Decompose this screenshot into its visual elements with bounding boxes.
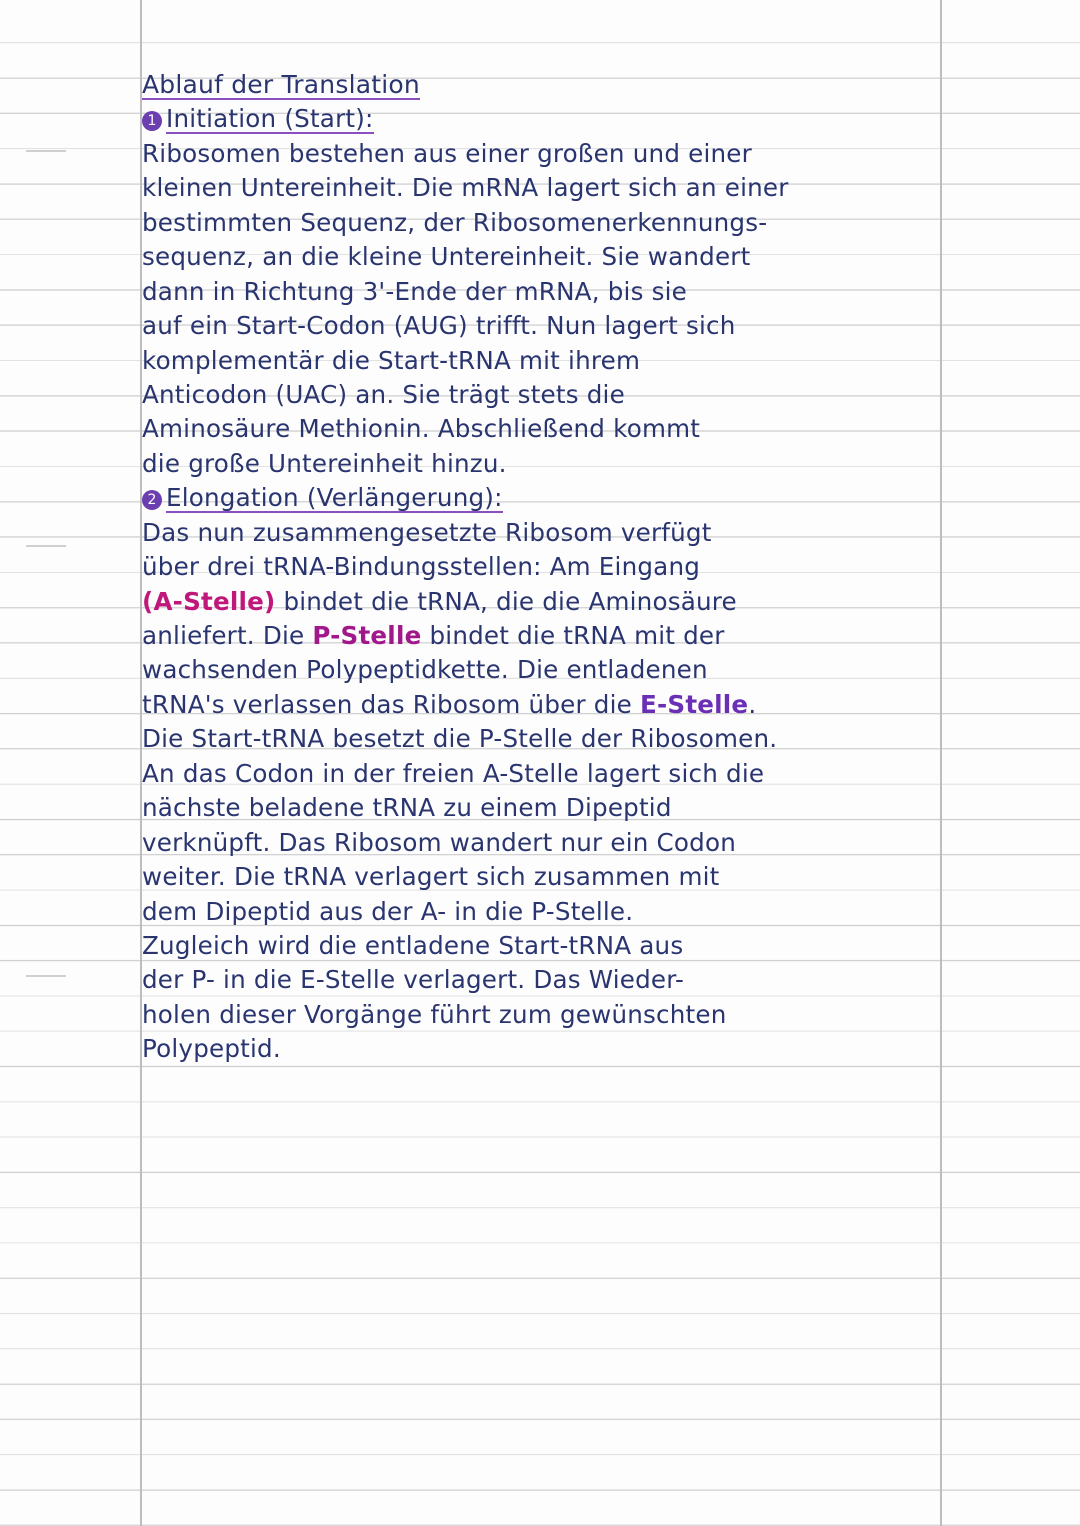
text-line: auf ein Start-Codon (AUG) trifft. Nun lagert sich xyxy=(142,311,736,341)
text-line: die große Untereinheit hinzu. xyxy=(142,448,507,478)
section-number-badge: 1 xyxy=(142,111,162,131)
text-line: der P- in die E-Stelle verlagert. Das Wieder- xyxy=(142,965,685,995)
section-heading: Elongation (Verlängerung): xyxy=(166,483,503,513)
text-line xyxy=(142,619,942,653)
text-line: kleinen Untereinheit. Die mRNA lagert sich an einer xyxy=(142,173,789,203)
text-line: verknüpft. Das Ribosom wandert nur ein Codon xyxy=(142,827,737,857)
text-fragment: bindet die tRNA, die die Aminosäure xyxy=(275,586,737,616)
highlight-e-stelle: E-Stelle xyxy=(640,689,749,719)
title-line xyxy=(142,68,942,102)
text-line: Zugleich wird die entladene Start-tRNA aus xyxy=(142,930,684,960)
text-line xyxy=(142,688,942,722)
section-heading-elongation xyxy=(142,481,942,515)
text-line: Aminosäure Methionin. Abschließend kommt xyxy=(142,414,701,444)
text-line: Anticodon (UAC) an. Sie trägt stets die xyxy=(142,379,625,409)
text-fragment: bindet die tRNA mit der xyxy=(421,621,725,650)
punch-mark xyxy=(26,975,66,977)
text-line: dem Dipeptid aus der A- in die P-Stelle. xyxy=(142,896,634,926)
text-line: Die Start-tRNA besetzt die P-Stelle der Ribosomen. xyxy=(142,724,778,754)
text-line: nächste beladene tRNA zu einem Dipeptid xyxy=(142,793,672,823)
text-line: über drei tRNA-Bindungsstellen: Am Eingang xyxy=(142,552,701,582)
text-line: Das nun zusammengesetzte Ribosom verfügt xyxy=(142,517,712,547)
text-line: komplementär die Start-tRNA mit ihrem xyxy=(142,345,641,375)
text-fragment: anliefert. Die xyxy=(142,621,313,650)
page-title: Ablauf der Translation xyxy=(142,70,420,99)
text-line: holen dieser Vorgänge führt zum gewünschten xyxy=(142,999,727,1029)
text-line xyxy=(142,585,942,619)
text-line: bestimmten Sequenz, der Ribosomenerkennungs- xyxy=(142,207,768,237)
text-line: Polypeptid. xyxy=(142,1034,281,1064)
section-heading-initiation xyxy=(142,102,942,136)
section-heading: Initiation (Start): xyxy=(166,104,374,134)
highlight-a-stelle: (A-Stelle) xyxy=(142,586,276,616)
section-number-badge: 2 xyxy=(142,490,162,510)
text-line: Ribosomen bestehen aus einer großen und einer xyxy=(142,138,752,168)
text-line: dann in Richtung 3'-Ende der mRNA, bis sie xyxy=(142,276,687,306)
text-line: An das Codon in der freien A-Stelle lagert sich die xyxy=(142,758,765,788)
text-line: weiter. Die tRNA verlagert sich zusammen mit xyxy=(142,862,720,892)
text-fragment: tRNA's verlassen das Ribosom über die xyxy=(142,689,640,719)
highlight-p-stelle: P-Stelle xyxy=(312,621,422,650)
handwritten-notes xyxy=(142,68,942,1067)
text-line: wachsenden Polypeptidkette. Die entladenen xyxy=(142,655,708,685)
text-fragment: . xyxy=(748,689,757,719)
punch-mark xyxy=(26,150,66,152)
punch-mark xyxy=(26,545,66,547)
text-line: sequenz, an die kleine Untereinheit. Sie wandert xyxy=(142,242,751,272)
